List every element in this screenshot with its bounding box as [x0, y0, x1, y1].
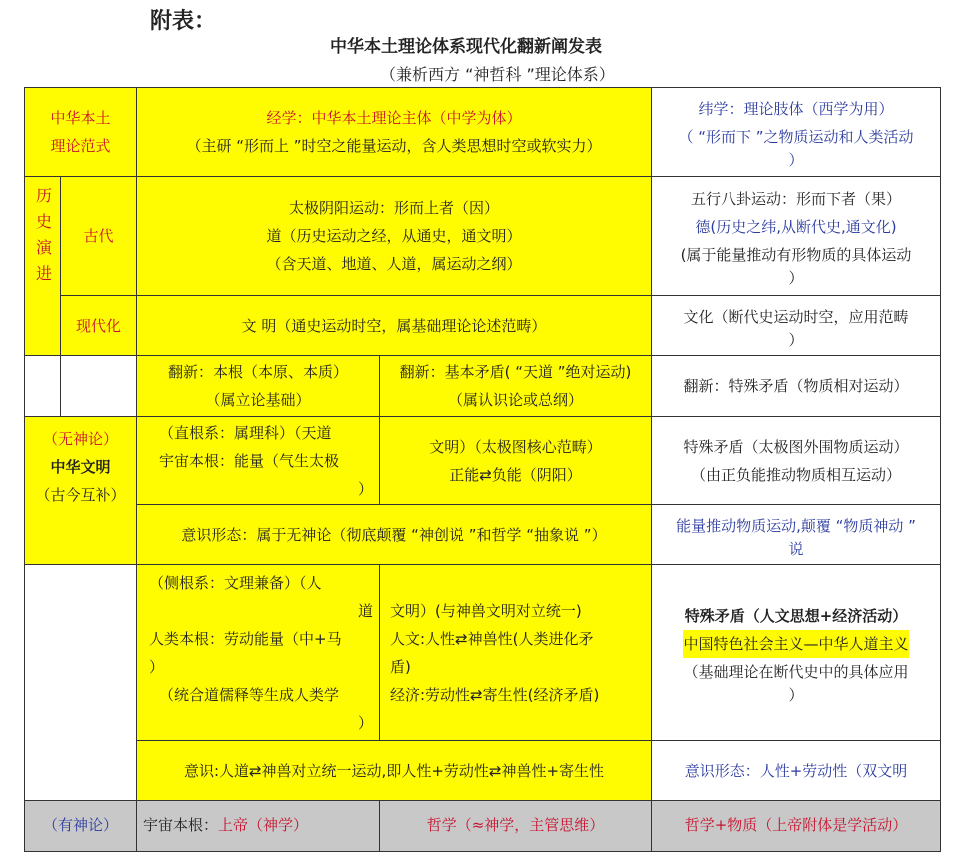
cell-special-human — [651, 564, 941, 741]
page-title: 中华本土理论体系现代化翻新阐发表 — [330, 37, 602, 57]
theism-label: （有神论） — [42, 816, 118, 834]
page-subtitle: （兼析西方 “神哲科 ”理论体系） — [380, 65, 615, 84]
side-root-line5: （统合道儒释等生成人类学 — [159, 685, 340, 704]
wuxing-line2: 德(历史之纬,从断代史,通文化) — [695, 218, 897, 236]
cell-weixue — [651, 87, 941, 177]
cell-ancient — [60, 176, 137, 296]
consciousness-line: 意识:人道⇄神兽对立统一运动,即人性+劳动性⇄神兽性+寄生性 — [183, 761, 605, 780]
wenhua-line1: 文化（断代史运动时空，应用范畴 — [683, 307, 909, 326]
god-root-label: 宇宙本根： — [143, 816, 219, 834]
philosophy-line: 哲学（≈神学，主管思维） — [426, 816, 605, 834]
wuxing-line1: 五行八卦运动：形而下者（果） — [690, 190, 901, 208]
fanxin-bengen-line1: 翻新：本根（本原、本质） — [167, 363, 348, 381]
cell-philosophy-matter — [651, 800, 941, 852]
ancient-label: 古代 — [83, 227, 114, 245]
side-root-line1: （侧根系：文理兼备）（人 — [149, 573, 322, 592]
cell-ideology-dual — [651, 740, 941, 801]
energy-drive-line2: 说 — [788, 539, 804, 558]
direct-root-line3: ） — [357, 479, 373, 498]
fanxin-special-line: 翻新：特殊矛盾（物质相对运动） — [683, 377, 909, 395]
human-civ-line2: 人文:人性⇄神兽性(人类进化矛 — [390, 629, 594, 648]
cell-human-civ — [379, 564, 652, 741]
human-civ-line1: 文明）(与神兽文明对立统一) — [390, 601, 582, 620]
ideology-atheism-line: 意识形态：属于无神论（彻底颠覆 “神创说 ”和哲学 “抽象说 ”） — [181, 525, 607, 544]
weixue-title: 纬学：理论肢体（西学为用） — [698, 100, 894, 118]
special-outer-line2: （由正负能推动物质相互运动） — [690, 465, 901, 484]
special-human-line3: （基础理论在断代史中的具体应用 — [683, 662, 909, 681]
cell-philosophy — [379, 800, 652, 852]
wuxing-line4: ） — [788, 269, 804, 287]
native-paradigm-line1: 中华本土 — [50, 109, 111, 127]
fanxin-basic-line2: （属认识论或总纲） — [447, 391, 583, 409]
cell-special-outer — [651, 416, 941, 505]
philosophy-matter-line: 哲学+物质（上帝附体是学活动） — [684, 816, 908, 834]
special-outer-line1: 特殊矛盾（太极图外围物质运动） — [683, 437, 909, 456]
native-paradigm-line2: 理论范式 — [50, 137, 111, 155]
human-civ-line4: 经济:劳动性⇄寄生性(经济矛盾) — [390, 685, 600, 704]
wenming-line: 文 明（通史运动时空，属基础理论论述范畴） — [241, 316, 547, 335]
god-root-value: 上帝（神学） — [218, 816, 309, 834]
weixue-sub: （ “形而下 ”之物质运动和人类活动 — [678, 128, 914, 146]
direct-root-line1: （直根系：属理科）（天道 — [159, 423, 332, 442]
cell-wenhua — [651, 295, 941, 356]
cell-native-paradigm — [24, 87, 137, 177]
fanxin-basic-line1: 翻新：基本矛盾( “天道 ”绝对运动) — [399, 363, 632, 381]
cell-fanxin-basic — [379, 355, 652, 417]
jingxue-sub: （主研 “形而上 ”时空之能量运动，含人类思想时空或软实力） — [186, 137, 602, 155]
side-root-line2: 道 — [357, 601, 373, 620]
cell-blank-left-c — [24, 564, 137, 801]
cell-energy-drive — [651, 504, 941, 565]
side-root-line6: ） — [357, 713, 373, 732]
cell-ideology-atheism — [136, 504, 652, 565]
wenhua-line2: ） — [788, 330, 804, 349]
taiji-line3: （含天道、地道、人道，属运动之纲） — [266, 255, 522, 273]
human-civ-line3: 盾) — [390, 657, 411, 676]
cell-atheism — [24, 416, 137, 565]
atheism-line1: （无神论） — [42, 430, 118, 448]
cell-wenming — [136, 295, 652, 356]
cell-god-root — [136, 800, 380, 852]
appendix-label: 附表： — [150, 9, 217, 34]
cell-blank-left-a — [24, 355, 61, 417]
side-root-line4: ） — [149, 657, 165, 676]
energy-drive-line1: 能量推动物质运动,颠覆 “物质神动 ” — [676, 516, 916, 535]
special-human-line4: ） — [788, 685, 804, 704]
cell-taiji-core — [379, 416, 652, 505]
atheism-line2: 中华文明 — [50, 458, 111, 476]
atheism-line3: （古今互补） — [35, 486, 126, 504]
direct-root-line2: 宇宙本根：能量（气生太极 — [159, 451, 340, 470]
fanxin-bengen-line2: （属立论基础） — [205, 391, 311, 409]
cell-blank-left-b — [60, 355, 137, 417]
modernization-label: 现代化 — [75, 316, 121, 335]
ideology-dual-line: 意识形态：人性+劳动性（双文明 — [684, 761, 908, 780]
special-human-line2: 中国特色社会主义—中华人道主义 — [683, 630, 908, 658]
cell-side-root — [136, 564, 380, 741]
cell-fanxin-bengen — [136, 355, 380, 417]
side-root-line3: 人类本根：劳动能量（中+马 — [149, 629, 342, 648]
cell-theism — [24, 800, 137, 852]
taiji-line2: 道（历史运动之经，从通史，通文明） — [266, 227, 522, 245]
cell-wuxing — [651, 176, 941, 296]
cell-history-evolution — [24, 176, 61, 356]
cell-modernization — [60, 295, 137, 356]
taiji-core-line2: 正能⇄负能（阴阳） — [449, 465, 582, 484]
special-human-line1: 特殊矛盾（人文思想+经济活动） — [684, 606, 908, 625]
cell-direct-root — [136, 416, 380, 505]
taiji-core-line1: 文明）（太极图核心范畴） — [429, 437, 602, 456]
taiji-line1: 太极阴阳运动：形而上者（因） — [288, 199, 499, 217]
cell-fanxin-special — [651, 355, 941, 417]
cell-jingxue — [136, 87, 652, 177]
cell-consciousness — [136, 740, 652, 801]
cell-taiji — [136, 176, 652, 296]
jingxue-title: 经学：中华本土理论主体（中学为体） — [266, 109, 522, 127]
weixue-sub-end: ） — [788, 151, 804, 169]
history-evolution-label: 历史演进 — [33, 187, 53, 291]
wuxing-line3: (属于能量推动有形物质的具体运动 — [680, 246, 912, 264]
